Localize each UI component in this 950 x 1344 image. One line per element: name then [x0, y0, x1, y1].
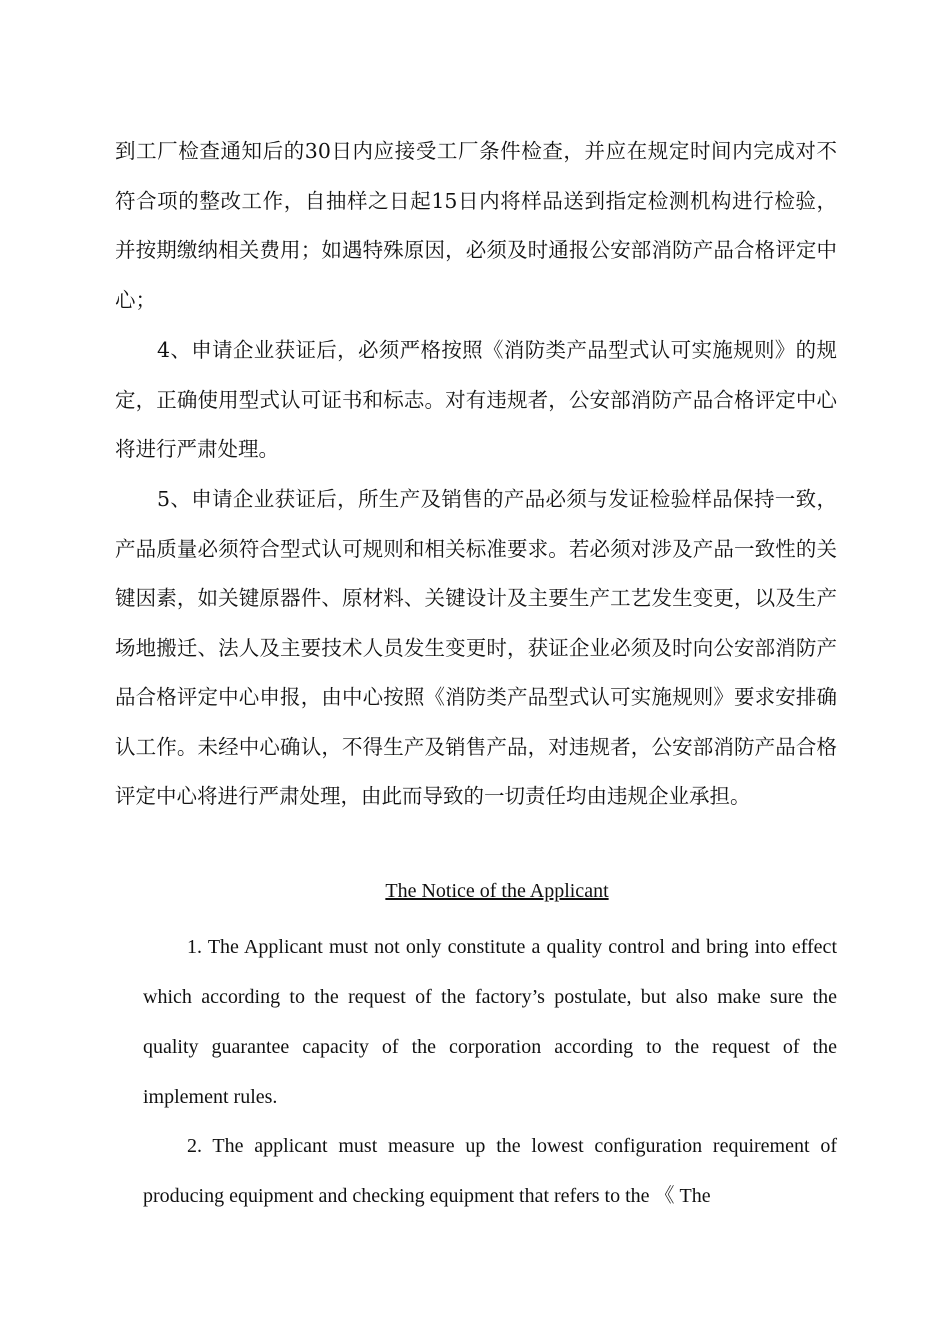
paragraph-continuation: 到工厂检查通知后的30日内应接受工厂条件检查，并应在规定时间内完成对不符合项的整改工作，自抽样之日起15日内将样品送到指定检测机构进行检验，并按期缴纳相关费用；如遇特殊原因，必须及时通报公安部消防产品合格评定中心； — [115, 139, 837, 312]
english-section-title: The Notice of the Applicant — [385, 880, 609, 902]
english-item-2: 2. The applicant must measure up the lowest configuration requirement of producing equipment and checking equipment that refers to the 《 The — [143, 1135, 837, 1207]
english-item-1: 1. The Applicant must not only constitute a quality control and bring into effect which according to the request of the factory’s postulate, but also make sure the quality guarantee capacity of the corporation according to the request of the implement rules. — [143, 936, 837, 1108]
paragraph-item-4: 4、申请企业获证后，必须严格按照《消防类产品型式认可实施规则》的规定，正确使用型式认可证书和标志。对有违规者，公安部消防产品合格评定中心将进行严肃处理。 — [115, 338, 837, 461]
paragraph-item-5: 5、申请企业获证后，所生产及销售的产品必须与发证检验样品保持一致，产品质量必须符合型式认可规则和相关标准要求。若必须对涉及产品一致性的关键因素，如关键原器件、原材料、关键设计及主要生产工艺发生变更，以及生产场地搬迁、法人及主要技术人员发生变更时，获证企业必须及时向公安部消防产品合格评定中心申报，由中心按照《消防类产品型式认可实施规则》要求安排确认工作。未经中心确认，不得生产及销售产品，对违规者，公安部消防产品合格评定中心将进行严肃处理，由此而导致的一切责任均由违规企业承担。 — [115, 487, 837, 808]
